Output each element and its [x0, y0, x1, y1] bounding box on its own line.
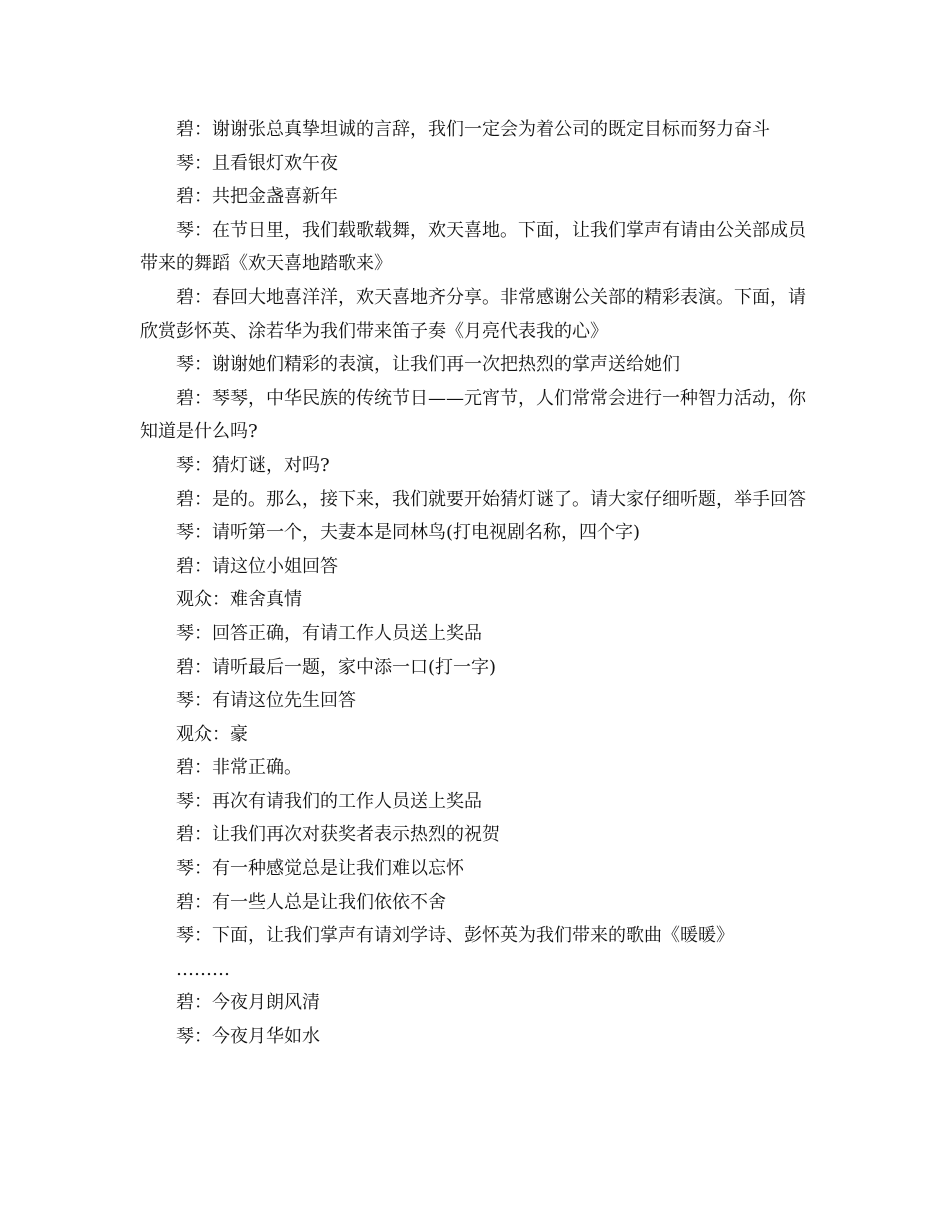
dialogue-line: 碧：共把金盏喜新年 — [176, 186, 338, 208]
dialogue-line: 琴：回答正确，有请工作人员送上奖品 — [176, 622, 482, 644]
dialogue-line: 琴：有一种感觉总是让我们难以忘怀 — [176, 858, 464, 880]
dialogue-line: 碧：让我们再次对获奖者表示热烈的祝贺 — [176, 824, 500, 846]
dialogue-line: 琴：谢谢她们精彩的表演，让我们再一次把热烈的掌声送给她们 — [176, 354, 680, 376]
dialogue-line: 琴：猜灯谜，对吗? — [176, 454, 330, 476]
dialogue-line: 碧：请听最后一题，家中添一口(打一字) — [176, 656, 497, 678]
dialogue-line: 琴：在节日里，我们载歌载舞，欢天喜地。下面，让我们掌声有请由公关部成员带来的舞蹈《欢天喜地踏歌来》 — [140, 219, 806, 275]
ellipsis-line: ……… — [176, 958, 230, 980]
dialogue-line: 碧：琴琴，中华民族的传统节日——元宵节，人们常常会进行一种智力活动，你知道是什么吗? — [140, 387, 806, 443]
dialogue-line: 碧：有一些人总是让我们依依不舍 — [176, 891, 446, 913]
dialogue-line: 琴：再次有请我们的工作人员送上奖品 — [176, 790, 482, 812]
dialogue-line: 观众：难舍真情 — [176, 589, 302, 611]
dialogue-line: 碧：谢谢张总真挚坦诚的言辞，我们一定会为着公司的既定目标而努力奋斗 — [176, 119, 770, 140]
dialogue-line: 碧：非常正确。 — [176, 757, 302, 779]
dialogue-line: 琴：今夜月华如水 — [176, 1026, 320, 1048]
dialogue-line: 碧：春回大地喜洋洋，欢天喜地齐分享。非常感谢公关部的精彩表演。下面，请欣赏彭怀英、涂若华为我们带来笛子奏《月亮代表我的心》 — [140, 286, 806, 342]
dialogue-line: 琴：下面，让我们掌声有请刘学诗、彭怀英为我们带来的歌曲《暖暖》 — [176, 925, 734, 947]
dialogue-line: 琴：有请这位先生回答 — [176, 690, 356, 712]
dialogue-line: 碧：请这位小姐回答 — [176, 555, 338, 577]
dialogue-line: 观众：豪 — [176, 723, 248, 745]
dialogue-line: 琴：且看银灯欢午夜 — [176, 152, 338, 174]
dialogue-line: 碧：今夜月朗风清 — [176, 992, 320, 1014]
dialogue-line: 琴：请听第一个，夫妻本是同林鸟(打电视剧名称，四个字) — [176, 522, 641, 544]
dialogue-line: 碧：是的。那么，接下来，我们就要开始猜灯谜了。请大家仔细听题，举手回答 — [176, 488, 806, 510]
document-body — [140, 113, 815, 1054]
